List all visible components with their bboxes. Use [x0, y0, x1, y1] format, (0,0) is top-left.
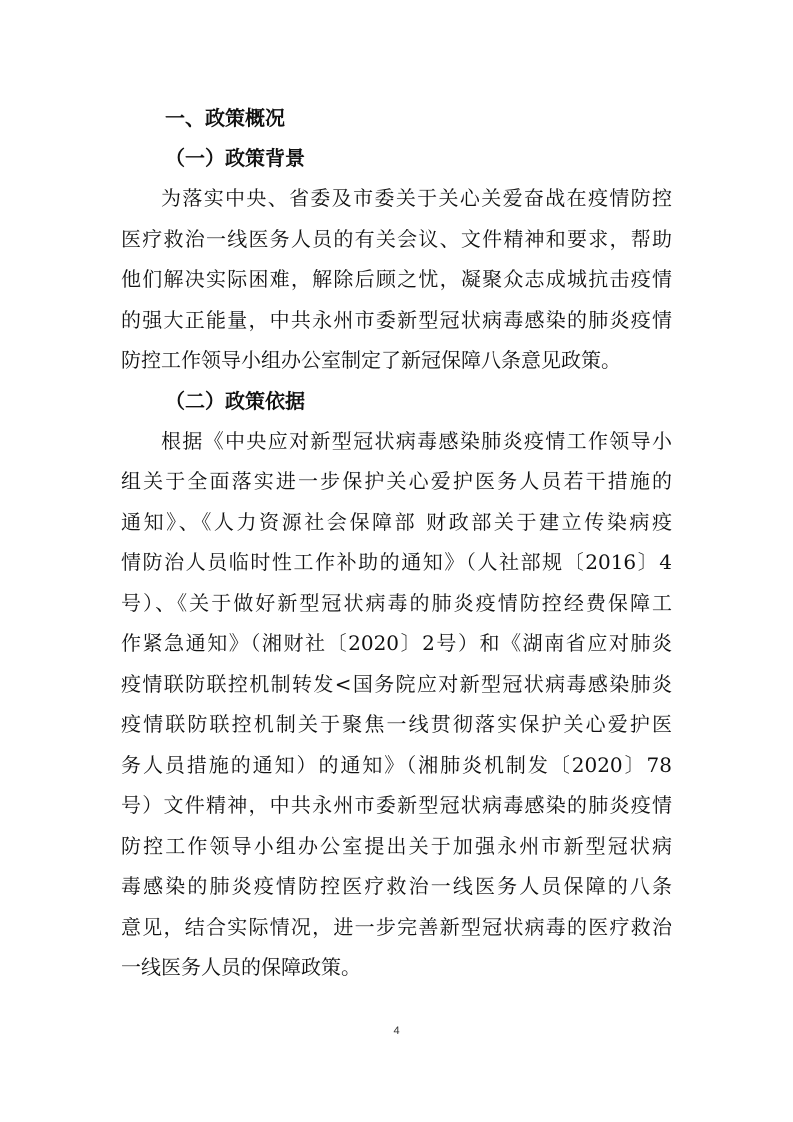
paragraph-line: 毒感染的肺炎疫情防控医疗救治一线医务人员保障的八条	[121, 874, 672, 898]
paragraph-line: 情防治人员临时性工作补助的通知》（人社部规〔2016〕4	[121, 550, 672, 574]
paragraph-line: 为落实中央、省委及市委关于关心关爱奋战在疫情防控	[161, 186, 672, 210]
paragraph-line: 防控工作领导小组办公室提出关于加强永州市新型冠状病	[121, 833, 672, 858]
paragraph-line: 防控工作领导小组办公室制定了新冠保障八条意见政策。	[121, 348, 621, 372]
paragraph-line: 疫情联防联控机制转发<国务院应对新型冠状病毒感染肺炎	[121, 671, 672, 696]
paragraph-line: 他们解决实际困难，解除后顾之忧，凝聚众志成城抗击疫情	[121, 267, 672, 291]
paragraph-line: 的强大正能量，中共永州市委新型冠状病毒感染的肺炎疫情	[121, 307, 672, 332]
paragraph-line: 通知》、《人力资源社会保障部 财政部关于建立传染病疫	[121, 509, 672, 534]
page-content	[121, 98, 672, 988]
paragraph-line: 医疗救治一线医务人员的有关会议、文件精神和要求，帮助	[121, 226, 672, 251]
paragraph-line: 组关于全面落实进一步保护关心爱护医务人员若干措施的	[121, 469, 672, 493]
paragraph-line: 号）文件精神，中共永州市委新型冠状病毒感染的肺炎疫情	[121, 793, 672, 817]
paragraph-line: 一线医务人员的保障政策。	[121, 955, 361, 979]
subsection-heading-policy-basis: （二）政策依据	[165, 388, 305, 413]
page-number: 4	[393, 1025, 400, 1037]
paragraph-line: 根据《中央应对新型冠状病毒感染肺炎疫情工作领导小	[161, 428, 672, 453]
paragraph-policy-background	[121, 178, 672, 381]
section-heading-policy-overview: 一、政策概况	[165, 106, 285, 130]
paragraph-line: 疫情联防联控机制关于聚焦一线贯彻落实保护关心爱护医	[121, 712, 672, 736]
paragraph-line: 务人员措施的通知）的通知》（湘肺炎机制发〔2020〕78	[121, 752, 672, 777]
paragraph-policy-basis	[121, 421, 672, 988]
paragraph-line: 作紧急通知》（湘财社〔2020〕2号）和《湖南省应对肺炎	[121, 631, 672, 655]
paragraph-line: 意见，结合实际情况，进一步完善新型冠状病毒的医疗救治	[121, 914, 672, 939]
subsection-heading-policy-background: （一）政策背景	[165, 146, 305, 170]
paragraph-line: 号）、《关于做好新型冠状病毒的肺炎疫情防控经费保障工	[121, 590, 672, 615]
